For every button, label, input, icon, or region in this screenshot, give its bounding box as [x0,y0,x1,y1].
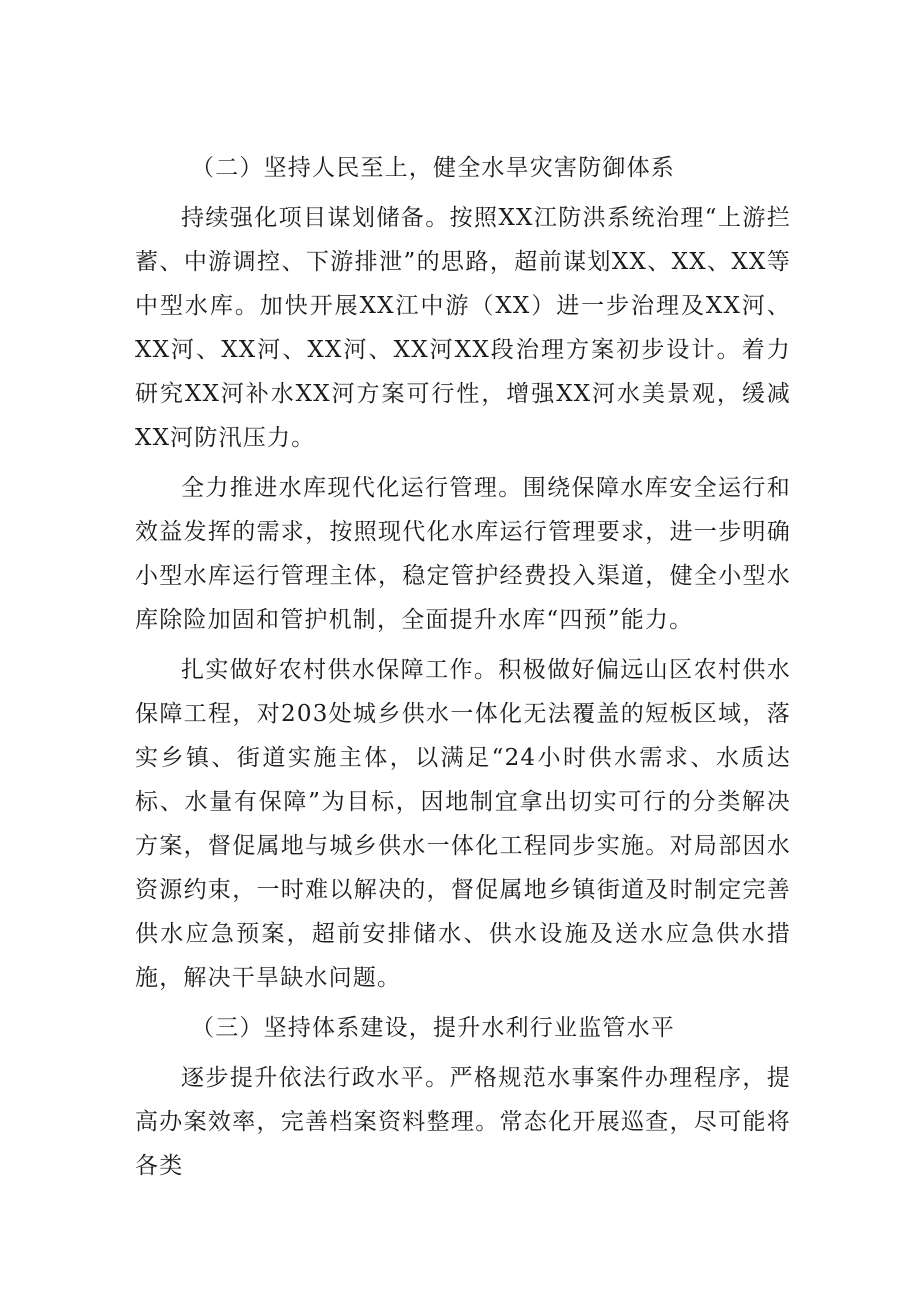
paragraph-law-enforcement: 逐步提升依法行政水平。严格规范水事案件办理程序，提高办案效率，完善档案资料整理。常态化开展巡查，尽可能将各类 [135,1065,791,1179]
paragraph-rural-water-supply: 扎实做好农村供水保障工作。积极做好偏远山区农村供水保障工程，对203处城乡供水一体化无法覆盖的短板区域，落实乡镇、街道实施主体，以满足“24小时供水需求、水质达标、水量有保障”为目标，因地制宜拿出切实可行的分类解决方案，督促属地与城乡供水一体化工程同步实施。对局部因水资源约束，一时难以解决的，督促属地乡镇街道及时制定完善供水应急预案，超前安排储水、供水设施及送水应急供水措施，解决干旱缺水问题。 [135,657,791,991]
document-body [135,146,791,1194]
paragraph-reservoir-management: 全力推进水库现代化运行管理。围绕保障水库安全运行和效益发挥的需求，按照现代化水库运行管理要求，进一步明确小型水库运行管理主体，稳定管护经费投入渠道，健全小型水库除险加固和管护机制，全面提升水库“四预”能力。 [135,475,791,633]
paragraph-flood-planning: 持续强化项目谋划储备。按照XX江防洪系统治理“上游拦蓄、中游调控、下游排泄”的思路，超前谋划XX、XX、XX等中型水库。加快开展XX江中游（XX）进一步治理及XX河、XX河、XX河、XX河、XX河XX段治理方案初步设计。着力研究XX河补水XX河方案可行性，增强XX河水美景观，缓减XX河防汛压力。 [135,205,791,451]
section-heading-2: （二）坚持人民至上，健全水旱灾害防御体系 [191,155,675,181]
section-heading-3: （三）坚持体系建设，提升水利行业监管水平 [191,1015,675,1041]
